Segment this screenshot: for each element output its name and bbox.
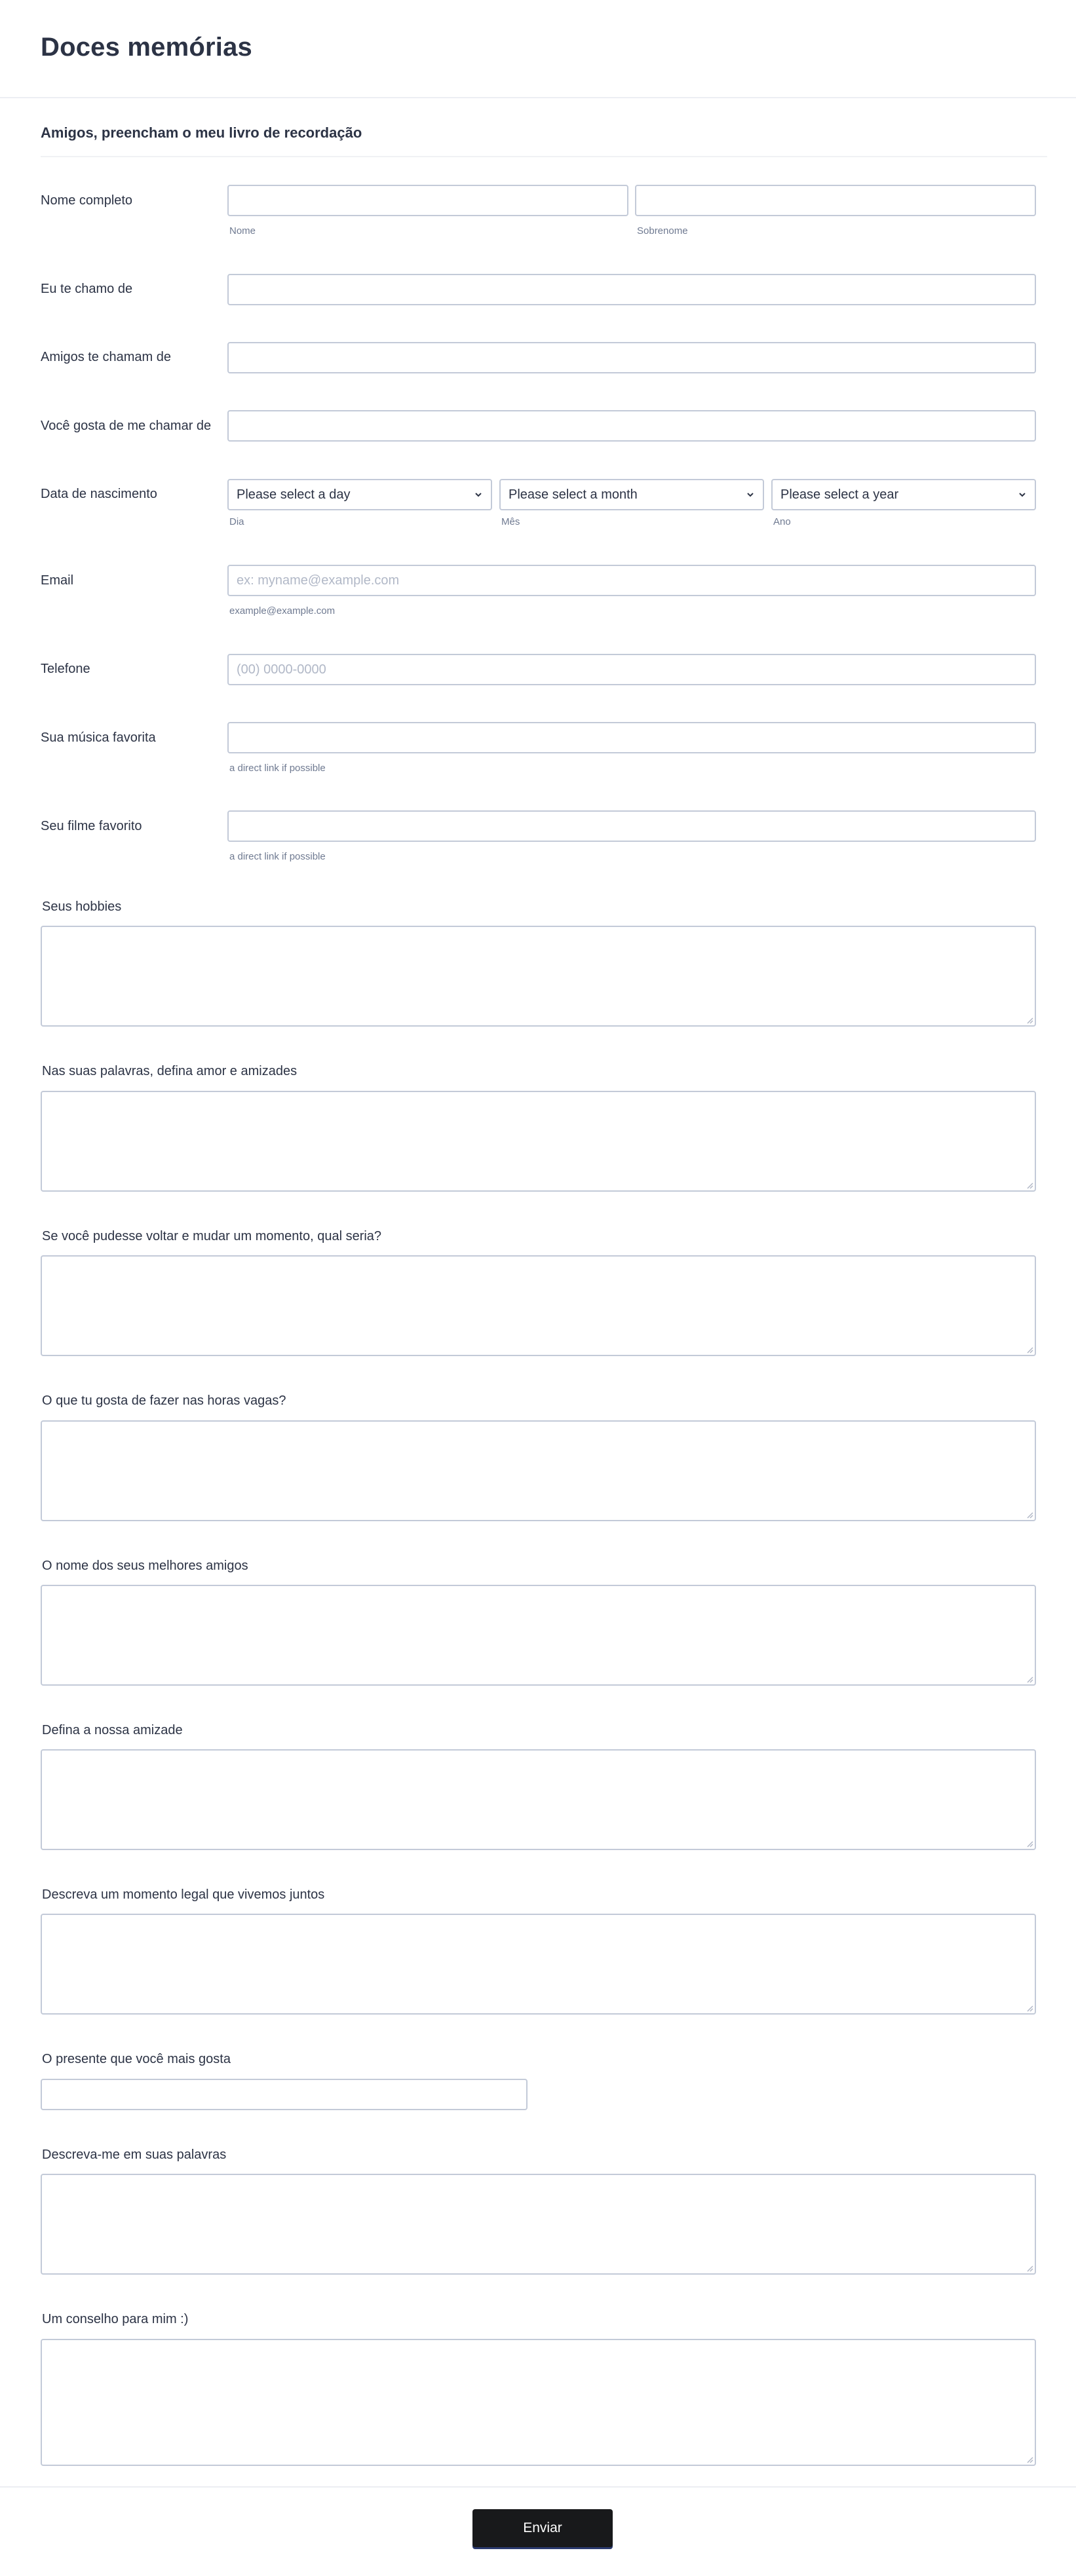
resize-grip-icon[interactable] xyxy=(1026,1675,1033,1683)
describe-me-textarea[interactable] xyxy=(41,2174,1036,2275)
free-time-label: O que tu gosta de fazer nas horas vagas? xyxy=(42,1393,286,1408)
year-select-value: Please select a year xyxy=(780,487,899,502)
subheading-divider xyxy=(41,156,1047,157)
nickname-input[interactable] xyxy=(227,274,1036,305)
full-name-label: Nome completo xyxy=(41,193,133,208)
go-back-label: Se você pudesse voltar e mudar um momento, qual seria? xyxy=(42,1229,382,1243)
resize-grip-icon[interactable] xyxy=(1026,1181,1033,1189)
phone-input[interactable] xyxy=(227,654,1036,685)
resize-grip-icon[interactable] xyxy=(1026,1016,1033,1024)
love-friendship-textarea[interactable] xyxy=(41,1091,1036,1192)
nickname-label: Eu te chamo de xyxy=(41,282,133,296)
day-sublabel: Dia xyxy=(229,516,244,527)
last-name-input[interactable] xyxy=(635,185,1036,216)
day-select-value: Please select a day xyxy=(237,487,351,502)
form-header xyxy=(0,0,1076,98)
best-friends-textarea[interactable] xyxy=(41,1585,1036,1686)
favorite-movie-sublabel: a direct link if possible xyxy=(229,851,326,862)
advice-textarea[interactable] xyxy=(41,2339,1036,2466)
chevron-down-icon xyxy=(474,490,483,499)
resize-grip-icon[interactable] xyxy=(1026,1346,1033,1354)
go-back-textarea[interactable] xyxy=(41,1255,1036,1356)
month-select[interactable] xyxy=(499,479,764,510)
cool-moment-textarea[interactable] xyxy=(41,1914,1036,2015)
favorite-song-sublabel: a direct link if possible xyxy=(229,763,326,774)
resize-grip-icon[interactable] xyxy=(1026,2264,1033,2272)
year-sublabel: Ano xyxy=(773,516,791,527)
like-to-call-label: Você gosta de me chamar de xyxy=(41,419,212,433)
best-friends-label: O nome dos seus melhores amigos xyxy=(42,1559,248,1573)
first-name-sublabel: Nome xyxy=(229,225,256,237)
favorite-song-input[interactable] xyxy=(227,722,1036,753)
our-friendship-label: Defina a nossa amizade xyxy=(42,1723,183,1737)
email-sublabel: example@example.com xyxy=(229,605,336,616)
resize-grip-icon[interactable] xyxy=(1026,1511,1033,1519)
form-subheading: Amigos, preencham o meu livro de recordação xyxy=(41,124,362,141)
resize-grip-icon[interactable] xyxy=(1026,1840,1033,1847)
favorite-gift-input[interactable] xyxy=(41,2079,528,2110)
year-select[interactable] xyxy=(771,479,1036,510)
footer-divider xyxy=(0,2486,1076,2488)
hobbies-textarea[interactable] xyxy=(41,926,1036,1027)
chevron-down-icon xyxy=(1018,490,1027,499)
resize-grip-icon[interactable] xyxy=(1026,2455,1033,2463)
first-name-input[interactable] xyxy=(227,185,628,216)
day-select[interactable] xyxy=(227,479,492,510)
birth-date-label: Data de nascimento xyxy=(41,487,157,501)
email-input[interactable] xyxy=(227,565,1036,596)
cool-moment-label: Descreva um momento legal que vivemos juntos xyxy=(42,1887,325,1902)
favorite-gift-label: O presente que você mais gosta xyxy=(42,2052,231,2066)
phone-label: Telefone xyxy=(41,662,90,676)
form-title: Doces memórias xyxy=(41,33,252,62)
describe-me-label: Descreva-me em suas palavras xyxy=(42,2148,227,2162)
hobbies-label: Seus hobbies xyxy=(42,900,122,914)
favorite-song-label: Sua música favorita xyxy=(41,730,156,745)
chevron-down-icon xyxy=(746,490,755,499)
email-label: Email xyxy=(41,573,74,588)
love-friendship-label: Nas suas palavras, defina amor e amizades xyxy=(42,1064,298,1078)
favorite-movie-input[interactable] xyxy=(227,810,1036,842)
month-select-value: Please select a month xyxy=(509,487,638,502)
like-to-call-input[interactable] xyxy=(227,410,1036,442)
friends-call-input[interactable] xyxy=(227,342,1036,373)
our-friendship-textarea[interactable] xyxy=(41,1749,1036,1850)
advice-label: Um conselho para mim :) xyxy=(42,2312,189,2326)
month-sublabel: Mês xyxy=(501,516,520,527)
last-name-sublabel: Sobrenome xyxy=(637,225,688,237)
submit-button[interactable]: Enviar xyxy=(472,2509,613,2547)
free-time-textarea[interactable] xyxy=(41,1420,1036,1521)
friends-call-label: Amigos te chamam de xyxy=(41,350,171,364)
favorite-movie-label: Seu filme favorito xyxy=(41,819,142,833)
resize-grip-icon[interactable] xyxy=(1026,2004,1033,2012)
